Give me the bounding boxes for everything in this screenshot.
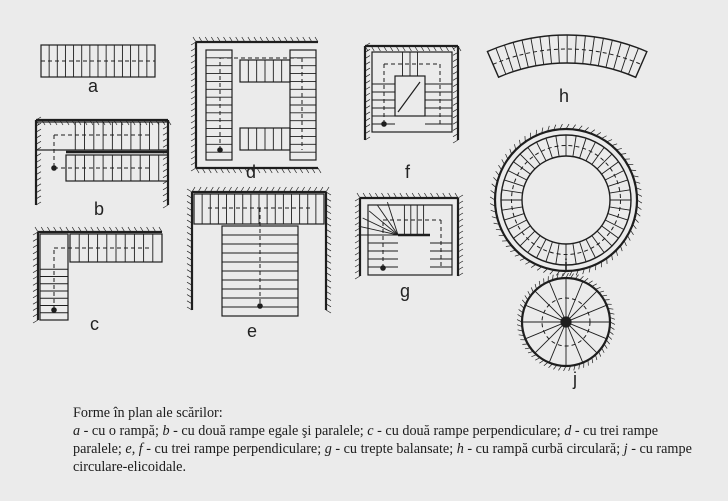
label-b: b xyxy=(94,199,105,219)
caption-body xyxy=(73,423,692,475)
caption-item-text: - cu rampă curbă circulară; xyxy=(463,441,624,457)
caption-item-text: - cu o rampă; xyxy=(80,423,163,439)
label-i: i xyxy=(564,256,568,276)
caption-key: c xyxy=(367,423,374,439)
caption-key: a xyxy=(73,423,81,439)
label-e: e xyxy=(247,321,258,341)
caption-key: e, f xyxy=(125,441,143,457)
label-f: f xyxy=(405,162,411,182)
caption-key: d xyxy=(564,423,572,439)
plan-j xyxy=(517,273,615,371)
caption-key: h xyxy=(456,441,464,457)
label-a: a xyxy=(88,76,99,96)
figure-caption xyxy=(73,404,698,476)
label-c: c xyxy=(90,314,99,334)
caption-item-text: - cu două rampe egale şi paralele; xyxy=(169,423,368,439)
caption-item-text: - cu rampe circulare-elicoidale. xyxy=(73,441,692,475)
caption-item-text: - cu trei rampe paralele; xyxy=(73,423,658,457)
label-h: h xyxy=(559,86,570,106)
caption-item-text: - cu două rampe perpendiculare; xyxy=(373,423,565,439)
label-d: d xyxy=(246,162,257,182)
caption-item-text: - cu trei rampe perpendiculare; xyxy=(142,441,325,457)
caption-key: b xyxy=(162,423,170,439)
caption-item-text: - cu trepte balansate; xyxy=(331,441,457,457)
caption-title: Forme în plan ale scărilor: xyxy=(73,405,223,421)
caption-key: j xyxy=(623,441,628,457)
caption-key: g xyxy=(324,441,332,457)
label-g: g xyxy=(400,281,411,301)
label-j: j xyxy=(573,369,577,389)
